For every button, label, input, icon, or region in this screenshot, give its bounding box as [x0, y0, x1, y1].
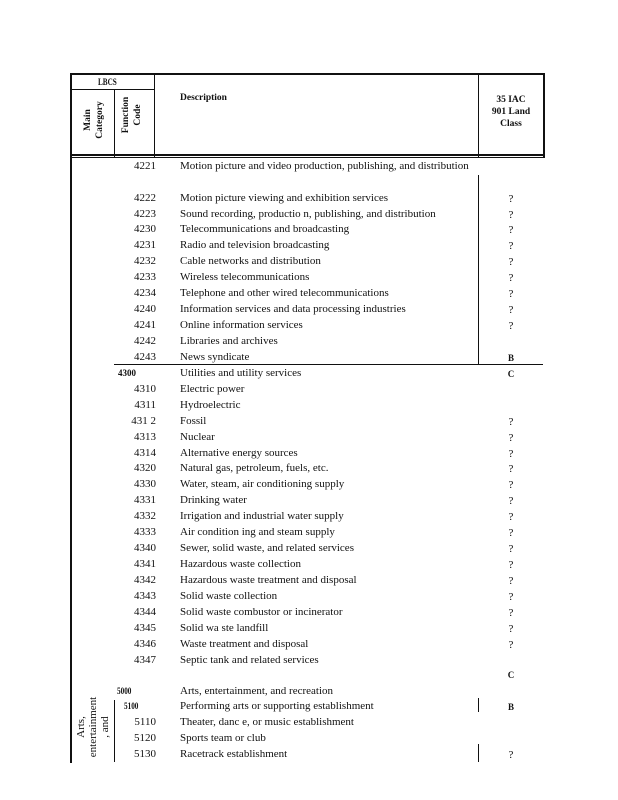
description-cell: Racetrack establishment [180, 748, 288, 760]
land-class-cell: ? [508, 623, 514, 635]
land-class-cell: ? [508, 559, 514, 571]
function-code-cell: 5120 [134, 732, 156, 744]
function-code-cell: 4231 [134, 239, 156, 251]
function-code-cell: 4345 [134, 622, 156, 634]
function-code-cell: 4320 [134, 462, 156, 474]
description-cell: News syndicate [180, 351, 250, 363]
function-code-cell: 4341 [134, 558, 156, 570]
land-class-cell: ? [508, 527, 514, 539]
function-code-cell: 4343 [134, 590, 156, 602]
description-cell: Hazardous waste treatment and disposal [180, 574, 357, 586]
description-cell: Fossil [180, 415, 207, 427]
description-cell: Irrigation and industrial water supply [180, 510, 344, 522]
function-code-cell: 4311 [134, 399, 156, 411]
description-cell: Solid waste collection [180, 590, 278, 602]
left-border [70, 73, 72, 763]
function-code-cell: 4330 [134, 478, 156, 490]
function-code-cell: 4230 [134, 223, 156, 235]
function-code-cell: 4340 [134, 542, 156, 554]
function-code-cell: 4347 [134, 654, 156, 666]
function-code-cell: 4310 [134, 383, 156, 395]
code-5000: 5000 [117, 686, 132, 696]
desc-5100: Performing arts or supporting establishment [180, 700, 374, 712]
land-class-cell: ? [508, 591, 514, 603]
land-class-cell: B [507, 353, 514, 363]
function-code-cell: 431 2 [131, 415, 156, 427]
function-code-cell: 4232 [134, 255, 156, 267]
description-cell: Theater, danc e, or music establishment [180, 716, 354, 728]
desc-5000: Arts, entertainment, and recreation [180, 685, 334, 697]
land-class-cell: ? [508, 575, 514, 587]
table-top-border [70, 73, 545, 75]
land-class-cell: ? [508, 304, 514, 316]
function-code-cell: 4222 [134, 192, 156, 204]
function-code-cell: 4346 [134, 638, 156, 650]
description-cell: Septic tank and related services [180, 654, 319, 666]
land-class-cell: C [507, 369, 515, 379]
land-class-cell: ? [508, 209, 514, 221]
description-cell: Drinking water [180, 494, 247, 506]
description-cell: Libraries and archives [180, 335, 278, 347]
function-code-cell: 5110 [134, 716, 156, 728]
iac-class-line-1: 35 IAC [496, 95, 526, 105]
land-class-cell: ? [508, 639, 514, 651]
function-code-cell: 4300 [118, 368, 136, 378]
function-code-cell: 4243 [134, 351, 156, 363]
description-cell: Cable networks and distribution [180, 255, 321, 267]
description-cell: Sewer, solid waste, and related services [180, 542, 354, 554]
description-cell: Radio and television broadcasting [180, 239, 330, 251]
description-cell: Solid waste combustor or incinerator [180, 606, 343, 618]
iac-class-line-2: 901 Land [491, 107, 531, 117]
function-code-cell: 4313 [134, 431, 156, 443]
land-class-cell: ? [508, 432, 514, 444]
land-class-cell: ? [508, 463, 514, 475]
description-cell: Information services and data processing industries [180, 303, 406, 315]
description-cell: Water, steam, air conditioning supply [180, 478, 345, 490]
land-class-cell: ? [508, 272, 514, 284]
description-cell: Sound recording, productio n, publishing, and distribution [180, 208, 436, 220]
description-cell: Sports team or club [180, 732, 266, 744]
description-cell: Wireless telecommunications [180, 271, 310, 283]
function-code-cell: 4242 [134, 335, 156, 347]
function-code-cell: 4332 [134, 510, 156, 522]
lbcs-heading: LBCS [98, 77, 117, 87]
header-bottom-border [70, 154, 545, 156]
class-5100: B [507, 702, 514, 712]
function-code-cell: 4342 [134, 574, 156, 586]
land-class-cell: ? [508, 224, 514, 236]
land-class-cell: ? [508, 495, 514, 507]
description-cell: Nuclear [180, 431, 215, 443]
function-code-cell: 4241 [134, 319, 156, 331]
main-category-heading [82, 90, 106, 150]
description-cell: Electric power [180, 383, 245, 395]
description-cell: Alternative energy sources [180, 447, 298, 459]
description-heading: Description [180, 93, 227, 103]
arts-main-category-label: Arts, entertainment , and [75, 696, 111, 758]
description-cell: Air condition ing and steam supply [180, 526, 335, 538]
function-code-cell: 4240 [134, 303, 156, 315]
land-class-cell: ? [508, 607, 514, 619]
description-cell: Solid wa ste landfill [180, 622, 269, 634]
class-col-rule-lower [478, 744, 479, 762]
function-code-cell: 4314 [134, 447, 156, 459]
function-code-cell: 4234 [134, 287, 156, 299]
class-after-septic: C [507, 670, 515, 680]
land-class-cell: ? [508, 320, 514, 332]
function-code-heading [120, 90, 144, 140]
description-cell: Motion picture and video production, publishing, and distribution [180, 160, 469, 172]
land-class-cell: ? [508, 256, 514, 268]
description-cell: Motion picture viewing and exhibition services [180, 192, 389, 204]
land-class-cell: ? [508, 479, 514, 491]
description-cell: Telephone and other wired telecommunications [180, 287, 389, 299]
land-class-cell: ? [508, 416, 514, 428]
class-col-rule-upper [478, 175, 479, 365]
function-code-cell: 4223 [134, 208, 156, 220]
description-cell: Online information services [180, 319, 303, 331]
function-code-label: Function Code [121, 96, 143, 134]
header-bottom-border-2 [70, 157, 545, 158]
land-class-cell: ? [508, 511, 514, 523]
right-border [543, 73, 545, 157]
description-cell: Hazardous waste collection [180, 558, 301, 570]
function-code-cell: 4333 [134, 526, 156, 538]
col-divider-main-code [114, 89, 115, 157]
description-cell: Hydroelectric [180, 399, 241, 411]
col-divider-code-desc [154, 73, 155, 157]
land-class-cell: ? [508, 288, 514, 300]
land-class-cell: ? [508, 749, 514, 761]
arts-main-category [75, 696, 112, 758]
description-cell: Natural gas, petroleum, fuels, etc. [180, 462, 329, 474]
iac-class-heading [485, 94, 537, 130]
function-code-cell: 4331 [134, 494, 156, 506]
description-cell: Waste treatment and disposal [180, 638, 309, 650]
land-class-cell: ? [508, 193, 514, 205]
land-class-cell: ? [508, 240, 514, 252]
description-cell: Telecommunications and broadcasting [180, 223, 350, 235]
description-cell: Utilities and utility services [180, 367, 302, 379]
iac-class-line-3: Class [500, 119, 522, 129]
main-category-label: Main Category [83, 101, 105, 139]
function-code-cell: 4344 [134, 606, 156, 618]
land-class-cell: ? [508, 543, 514, 555]
function-code-cell: 4221 [134, 160, 156, 172]
code-5100: 5100 [124, 701, 139, 711]
col-divider-desc-class [478, 73, 479, 157]
function-code-cell: 5130 [134, 748, 156, 760]
class-col-rule-5100 [478, 698, 479, 712]
land-class-cell: ? [508, 448, 514, 460]
function-code-cell: 4233 [134, 271, 156, 283]
